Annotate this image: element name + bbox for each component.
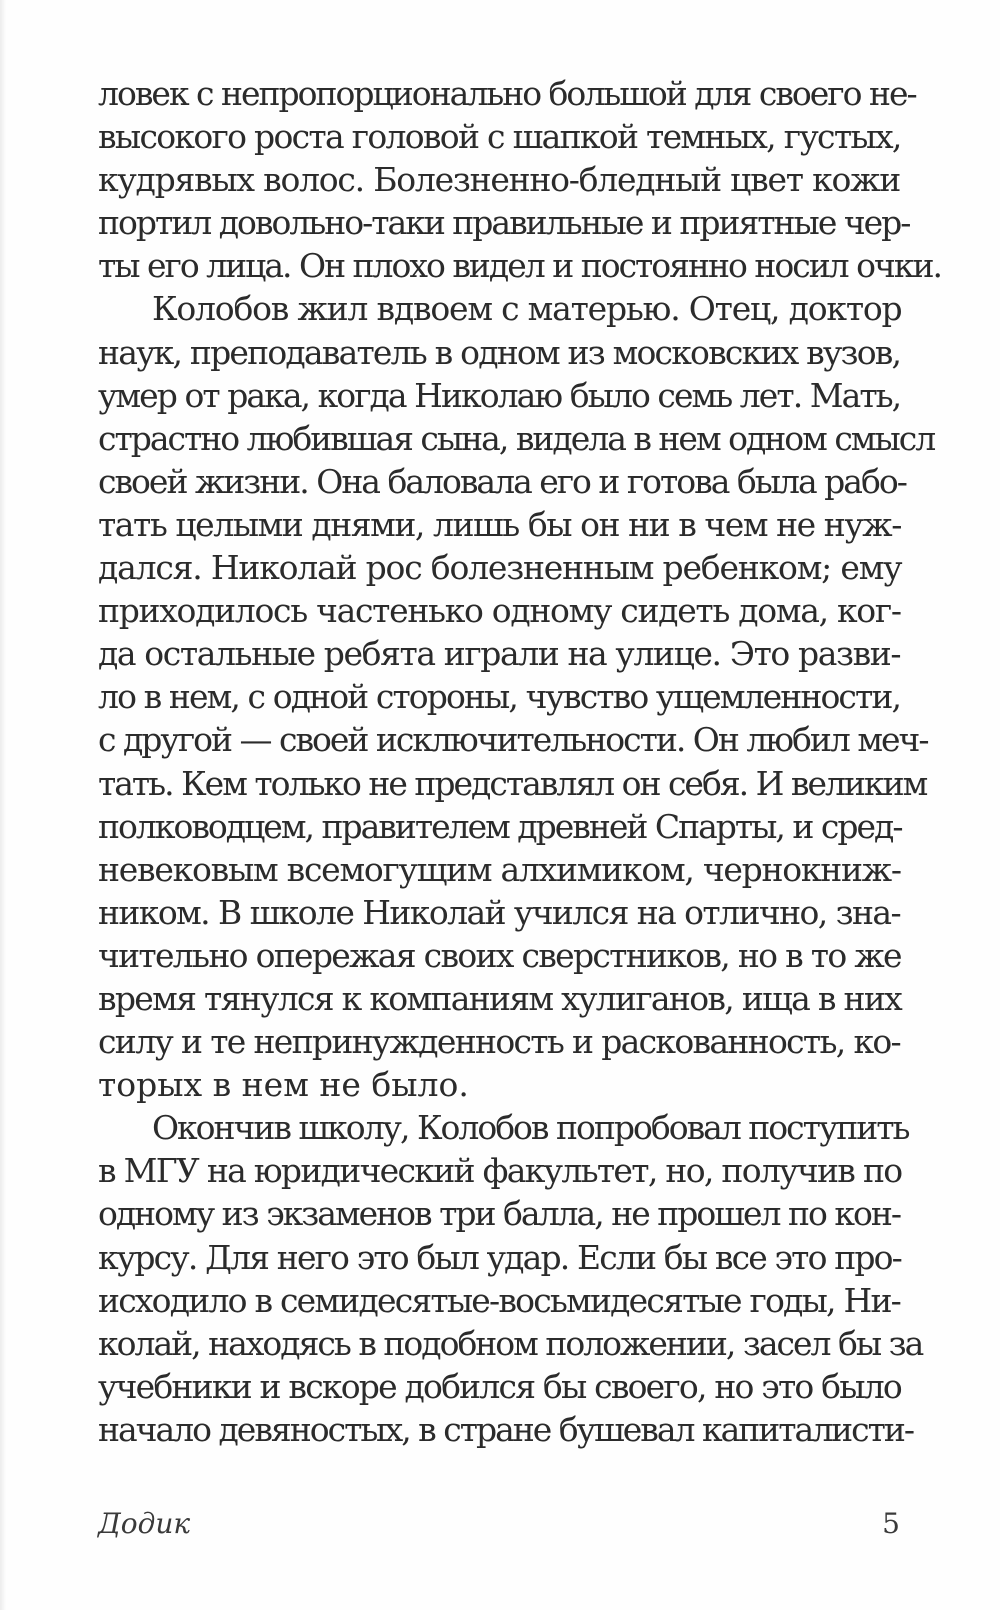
text-line: торых в нем не было. xyxy=(98,1065,469,1105)
text-line: силу и те непринужденность и раскованность, ко- xyxy=(98,1022,900,1062)
text-line: ты его лица. Он плохо видел и постоянно носил очки. xyxy=(98,246,941,286)
text-line: умер от рака, когда Николаю было семь лет. Мать, xyxy=(98,375,901,415)
text-line: курсу. Для него это был удар. Если бы все это про- xyxy=(98,1237,901,1277)
text-line: кудрявых волос. Болезненно-бледный цвет кожи xyxy=(98,160,900,200)
page-number: 5 xyxy=(882,1507,900,1540)
text-line: начало девяностых, в стране бушевал капиталисти- xyxy=(98,1409,914,1449)
text-line: тать целыми днями, лишь бы он ни в чем не нуж- xyxy=(98,504,901,544)
text-line: с другой — своей исключительности. Он любил меч- xyxy=(98,720,928,760)
text-line: страстно любившая сына, видела в нем одном смысл xyxy=(98,418,935,458)
text-line: полководцем, правителем древней Спарты, и сред- xyxy=(98,806,902,846)
text-line: колай, находясь в подобном положении, засел бы за xyxy=(98,1323,923,1363)
text-line: одному из экзаменов три балла, не прошел по кон- xyxy=(98,1194,900,1234)
text-line: наук, преподаватель в одном из московских вузов, xyxy=(98,332,901,372)
text-line: ником. В школе Николай учился на отлично, зна- xyxy=(98,892,900,932)
text-line: портил довольно-таки правильные и приятные чер- xyxy=(98,203,910,243)
body-text xyxy=(98,72,941,1451)
text-line: Колобов жил вдвоем с матерью. Отец, доктор xyxy=(152,289,902,329)
text-line: приходилось частенько одному сидеть дома, ког- xyxy=(98,591,901,631)
text-line: невековым всемогущим алхимиком, чернокниж- xyxy=(98,849,901,889)
text-line: ло в нем, с одной стороны, чувство ущемленности, xyxy=(98,677,901,717)
text-line: высокого роста головой с шапкой темных, густых, xyxy=(98,117,901,157)
text-line: тать. Кем только не представлял он себя. И великим xyxy=(98,763,927,803)
text-line: ловек с непропорционально большой для своего не- xyxy=(98,74,916,113)
text-line: исходило в семидесятые-восьмидесятые годы, Ни- xyxy=(98,1280,900,1320)
text-line: Окончив школу, Колобов попробовал поступить xyxy=(152,1108,909,1148)
text-line: дался. Николай рос болезненным ребенком; ему xyxy=(98,548,902,588)
text-line: да остальные ребята играли на улице. Это разви- xyxy=(98,634,901,674)
text-line: своей жизни. Она баловала его и готова была рабо- xyxy=(98,461,906,501)
page-gutter-shadow xyxy=(0,0,6,1610)
text-line: учебники и вскоре добился бы своего, но это было xyxy=(98,1366,901,1406)
running-title: Додик xyxy=(98,1507,191,1540)
text-line: чительно опережая своих сверстников, но в то же xyxy=(98,935,901,975)
text-line: в МГУ на юридический факультет, но, получив по xyxy=(98,1151,902,1191)
text-line: время тянулся к компаниям хулиганов, ища в них xyxy=(98,978,902,1018)
